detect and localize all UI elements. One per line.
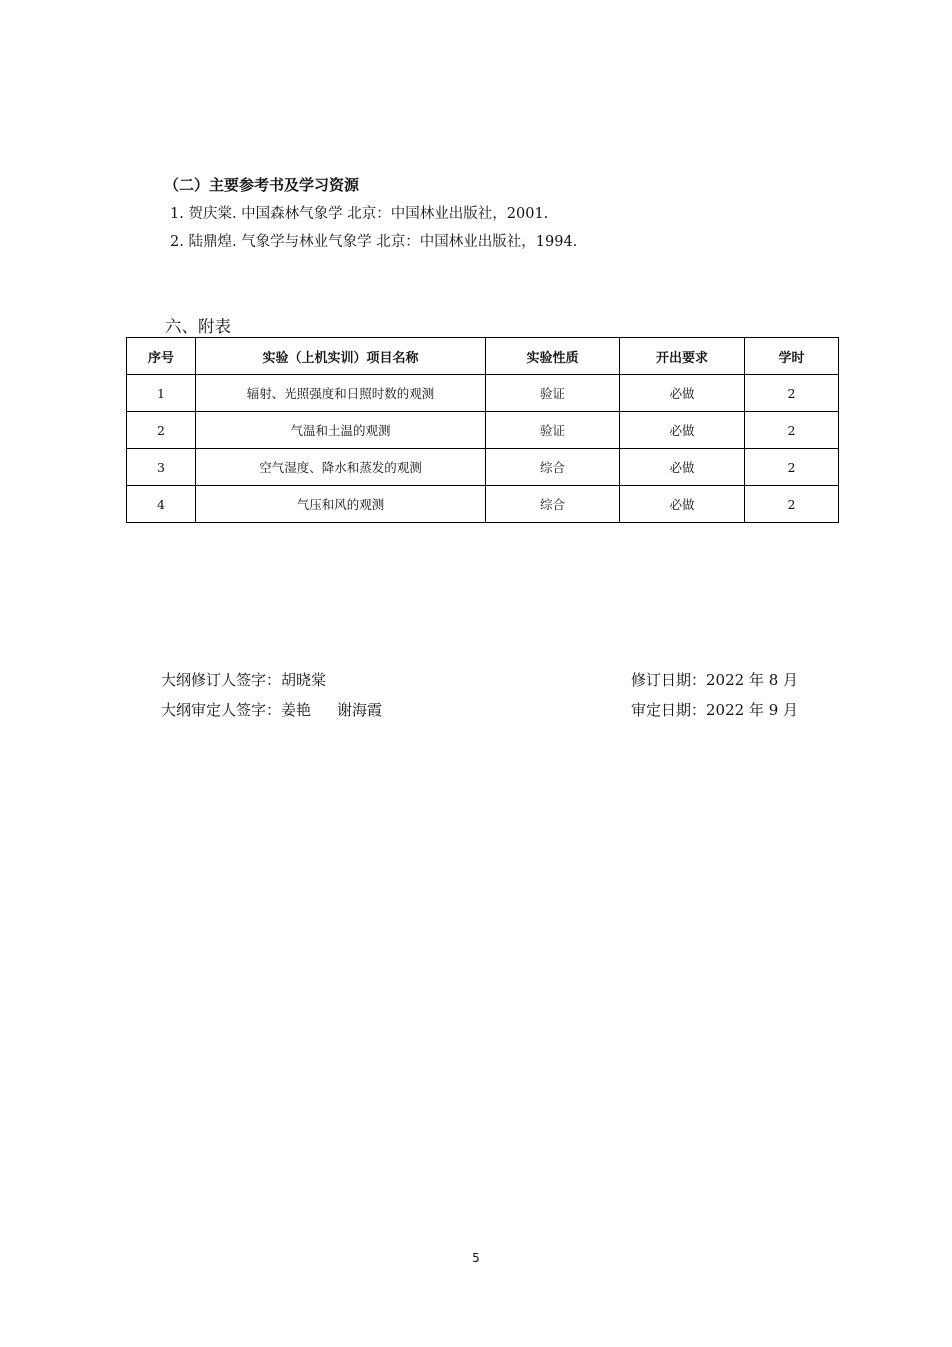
cell-project-name: 辐射、光照强度和日照时数的观测 <box>196 375 486 412</box>
cell-requirement: 必做 <box>620 412 745 449</box>
cell-project-name: 气温和土温的观测 <box>196 412 486 449</box>
cell-index: 2 <box>127 412 196 449</box>
approved-by-second: 谢海霞 <box>337 701 383 719</box>
approved-date: 审定日期：2022 年 9 月 <box>631 701 799 719</box>
header-index: 序号 <box>127 338 196 375</box>
cell-index: 3 <box>127 449 196 486</box>
approved-by-first: 大纲审定人签字：姜艳 <box>161 701 312 719</box>
cell-requirement: 必做 <box>620 375 745 412</box>
table-row <box>127 449 839 486</box>
references-list <box>170 204 577 260</box>
table-row <box>127 375 839 412</box>
references-heading: （二）主要参考书及学习资源 <box>164 176 360 194</box>
table-header-row <box>127 338 839 375</box>
experiment-table <box>126 337 839 523</box>
appendix-heading: 六、附表 <box>165 317 231 336</box>
cell-hours: 2 <box>745 486 839 523</box>
reference-item: 1. 贺庆棠. 中国森林气象学 北京：中国林业出版社，2001. <box>170 206 549 222</box>
cell-project-name: 空气湿度、降水和蒸发的观测 <box>196 449 486 486</box>
revised-by-signature: 大纲修订人签字：胡晓棠 <box>161 671 327 689</box>
page-number: 5 <box>472 1251 480 1265</box>
header-hours: 学时 <box>745 338 839 375</box>
header-requirement: 开出要求 <box>620 338 745 375</box>
cell-index: 4 <box>127 486 196 523</box>
header-project-name: 实验（上机实训）项目名称 <box>196 338 486 375</box>
cell-index: 1 <box>127 375 196 412</box>
cell-hours: 2 <box>745 449 839 486</box>
cell-nature: 验证 <box>486 412 620 449</box>
table-row <box>127 412 839 449</box>
cell-hours: 2 <box>745 375 839 412</box>
cell-hours: 2 <box>745 412 839 449</box>
header-nature: 实验性质 <box>486 338 620 375</box>
cell-project-name: 气压和风的观测 <box>196 486 486 523</box>
revised-date: 修订日期：2022 年 8 月 <box>631 671 799 689</box>
cell-nature: 验证 <box>486 375 620 412</box>
cell-requirement: 必做 <box>620 486 745 523</box>
approved-by-signature <box>161 699 382 720</box>
cell-requirement: 必做 <box>620 449 745 486</box>
table-row <box>127 486 839 523</box>
cell-nature: 综合 <box>486 449 620 486</box>
reference-item: 2. 陆鼎煌. 气象学与林业气象学 北京：中国林业出版社，1994. <box>170 234 578 250</box>
cell-nature: 综合 <box>486 486 620 523</box>
